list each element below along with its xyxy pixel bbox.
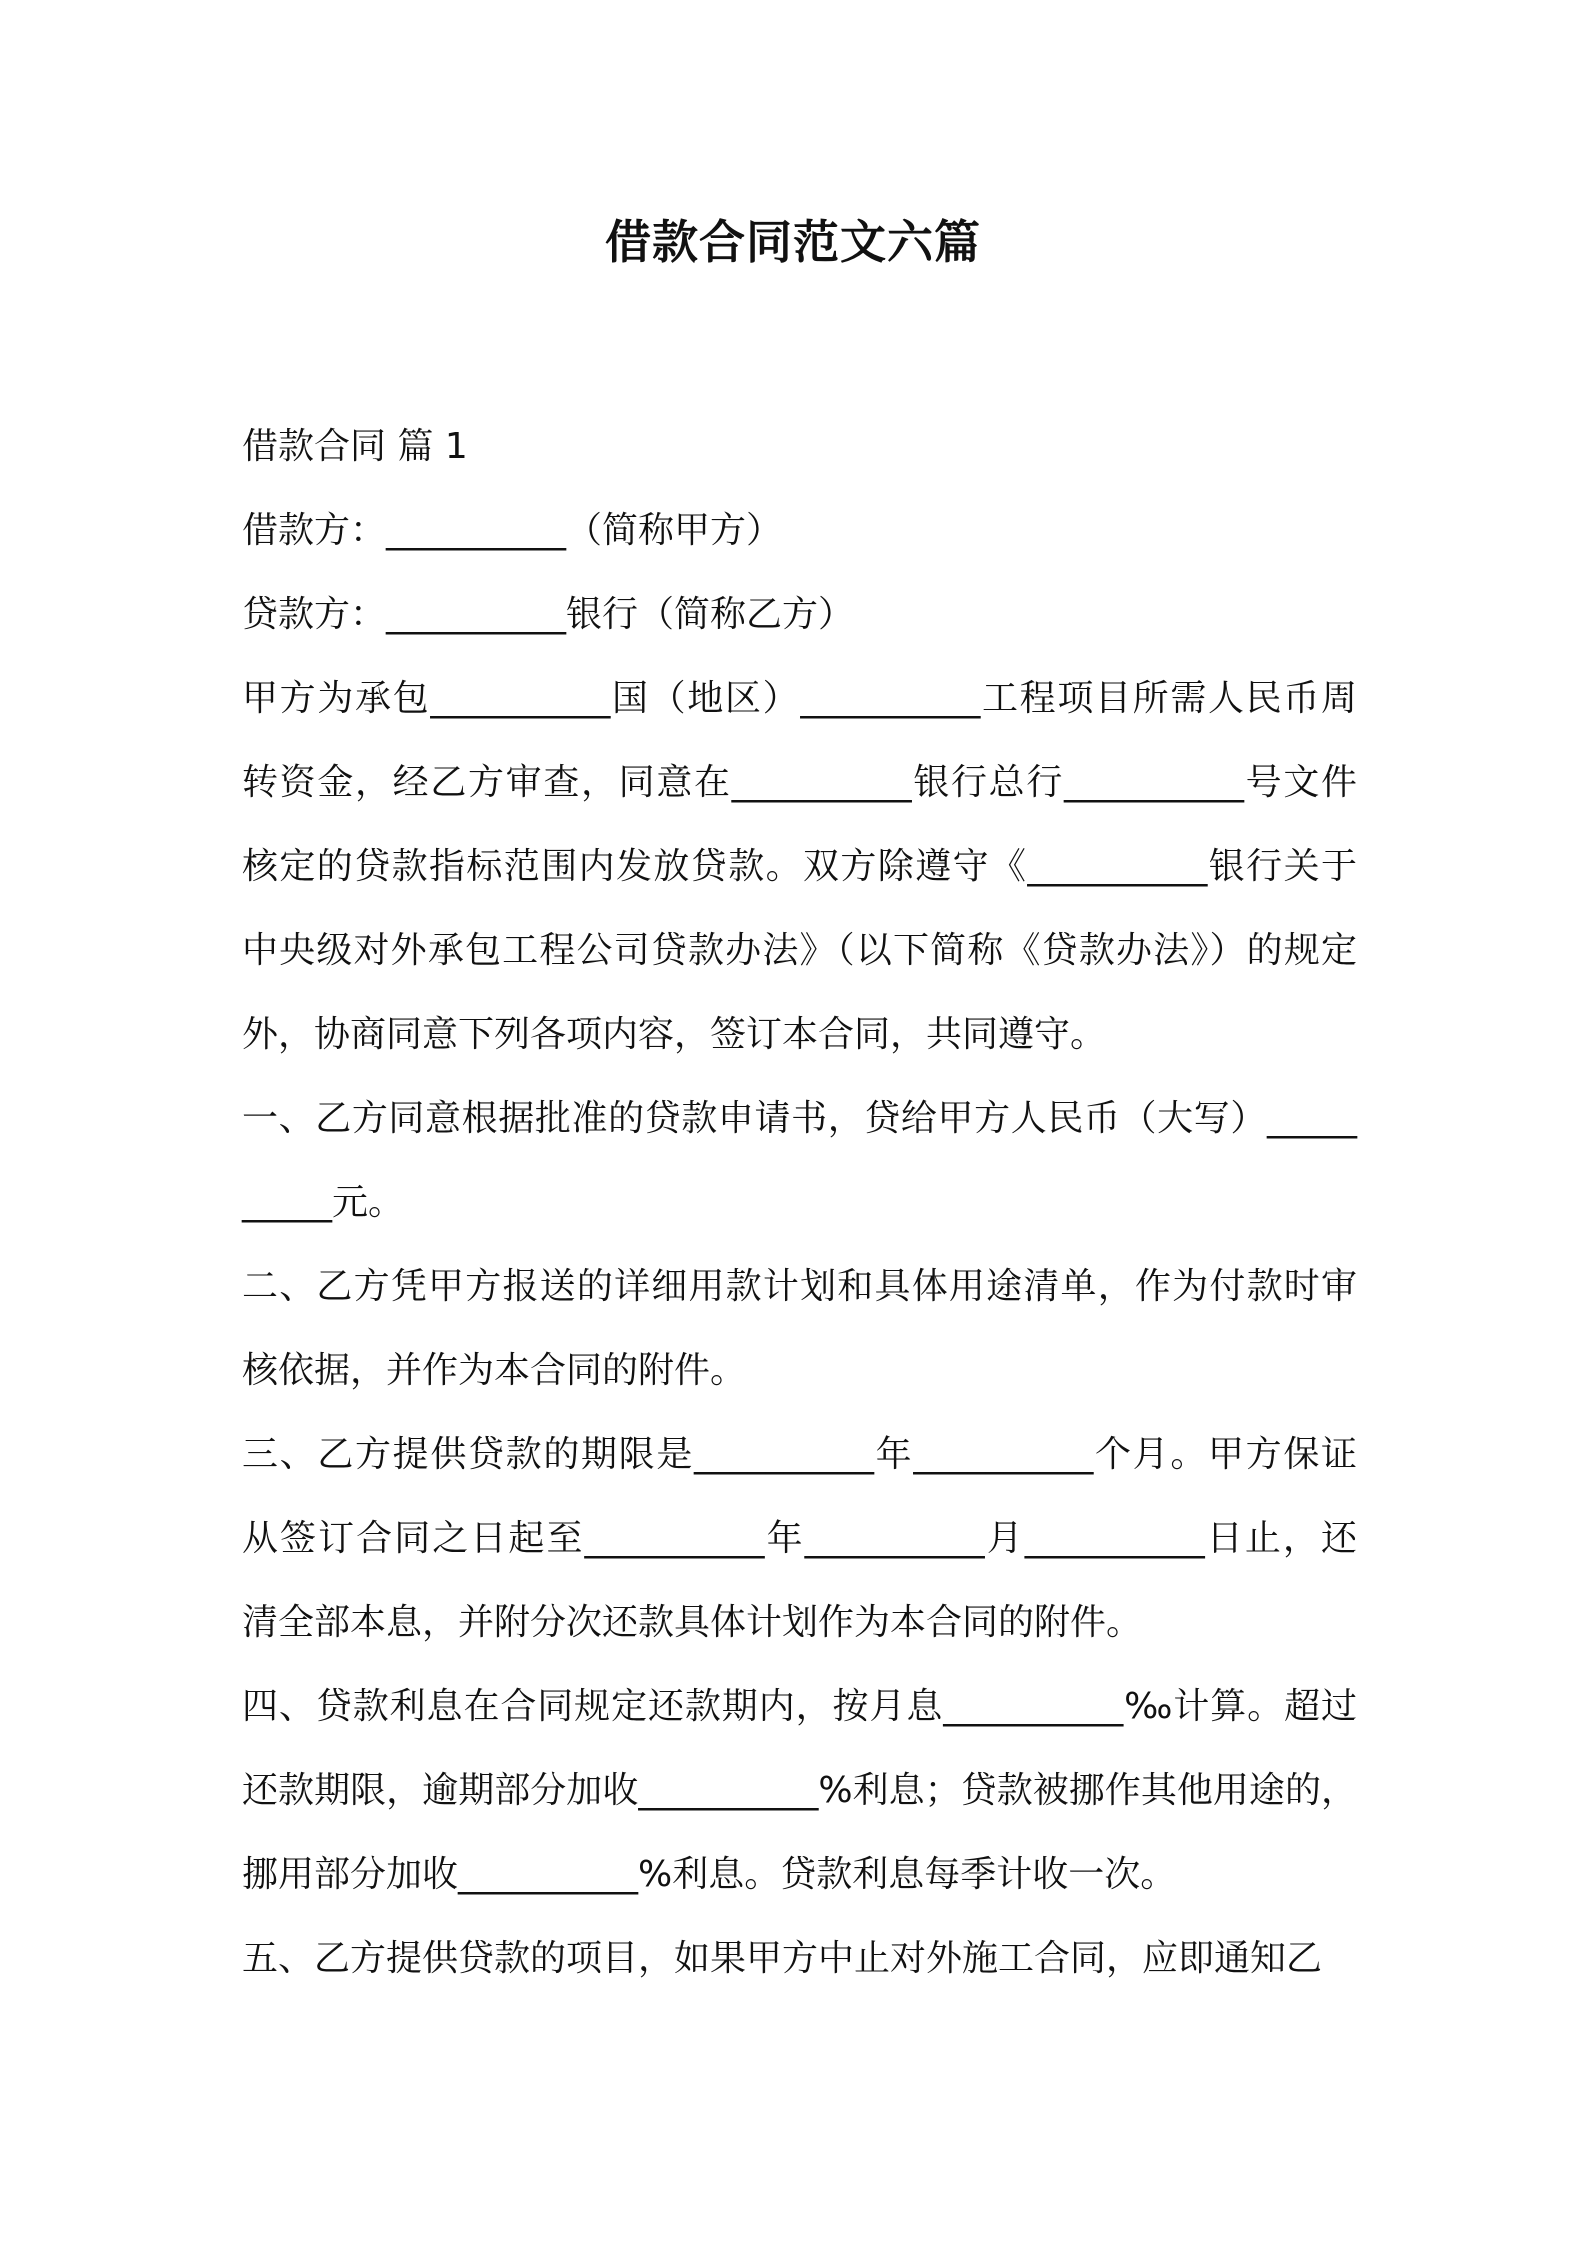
paragraph-clause-4: 四、贷款利息在合同规定还款期内，按月息__________‰计算。超过还款期限，逾期部分加收__________%利息；贷款被挪作其他用途的，挪用部分加收__________%利息。贷款利息每季计收一次。 xyxy=(242,1686,1357,1895)
paragraph-clause-2: 二、乙方凭甲方报送的详细用款计划和具体用途清单，作为付款时审核依据，并作为本合同的附件。 xyxy=(242,1266,1357,1391)
paragraph-clause-1: 一、乙方同意根据批准的贷款申请书，贷给甲方人民币（大写）__________元。 xyxy=(242,1098,1357,1223)
document-title: 借款合同范文六篇 xyxy=(605,215,981,269)
paragraph-lender: 贷款方：__________银行（简称乙方） xyxy=(242,594,855,635)
section-heading: 借款合同 篇 1 xyxy=(242,426,468,467)
paragraph-preamble: 甲方为承包__________国（地区）__________工程项目所需人民币周转资金，经乙方审查，同意在__________银行总行__________号文件核定的贷款指标范围内发放贷款。双方除遵守《__________银行关于中央级对外承包工程公司贷款办法》（以下简称《贷款办法》）的规定外，协商同意下列各项内容，签订本合同，共同遵守。 xyxy=(242,678,1357,1055)
paragraph-clause-3: 三、乙方提供贷款的期限是__________年__________个月。甲方保证从签订合同之日起至__________年__________月__________日止，还清全部本息，并附分次还款具体计划作为本合同的附件。 xyxy=(242,1434,1357,1643)
document-body xyxy=(242,405,1357,2001)
paragraph-borrower: 借款方：__________（简称甲方） xyxy=(242,510,783,551)
paragraph-clause-5: 五、乙方提供贷款的项目，如果甲方中止对外施工合同，应即通知乙 xyxy=(242,1938,1323,1979)
